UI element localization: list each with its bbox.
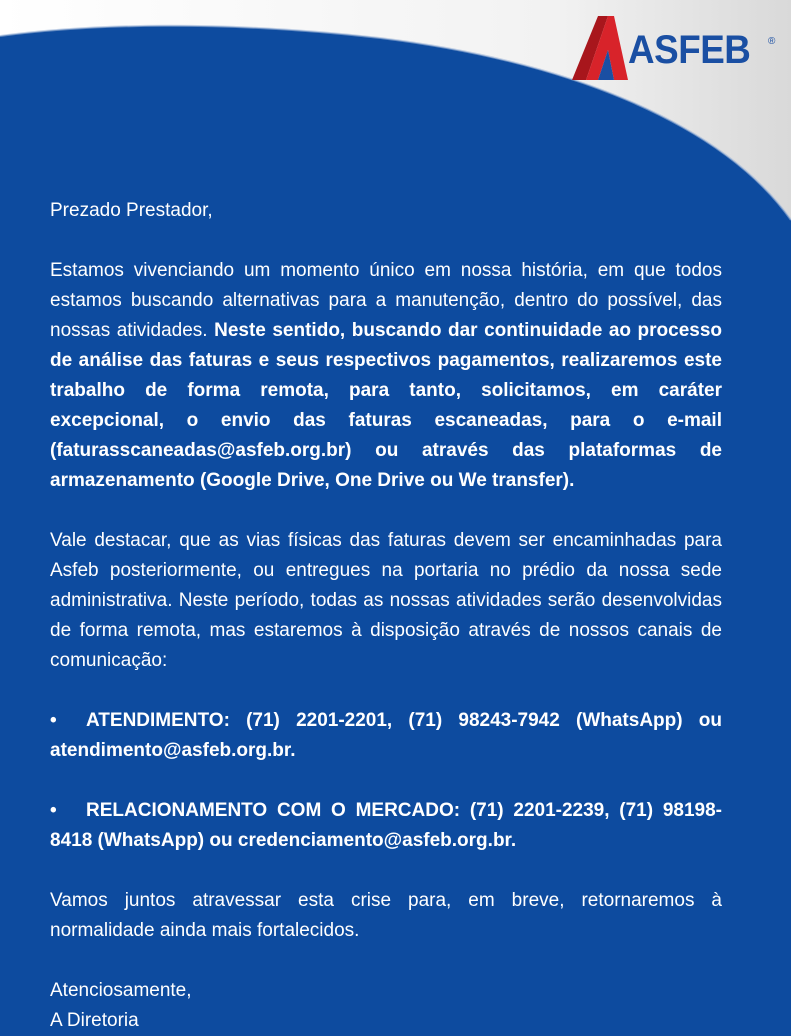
paragraph-intro: [50, 256, 722, 496]
closing: Atenciosamente,: [50, 980, 192, 1001]
bullet-icon: •: [50, 710, 57, 731]
paragraph-intro-text: Estamos vivenciando um momento único em nossa história, em que todos estamos buscando alternativas para a manutenção, dentro do possível, das nossas atividades.: [50, 260, 722, 341]
contact-item-atendimento: [50, 706, 722, 766]
logo-text: ASFEB: [628, 28, 751, 72]
contact-item-relacionamento: [50, 796, 722, 856]
greeting: Prezado Prestador,: [50, 200, 213, 221]
letter-body: [50, 196, 722, 1036]
paragraph-closing-message: Vamos juntos atravessar esta crise para, em breve, retornaremos à normalidade ainda mais fortalecidos.: [50, 890, 722, 941]
contact-atendimento-text: ATENDIMENTO: (71) 2201-2201, (71) 98243-7942 (WhatsApp) ou atendimento@asfeb.org.br.: [50, 710, 722, 761]
paragraph-invoices: Vale destacar, que as vias físicas das faturas devem ser encaminhadas para Asfeb posteriormente, ou entregues na portaria no prédio da nossa sede administrativa. Neste período, todas as nossas atividades serão desenvolvidas de forma remota, mas estaremos à disposição através de nossos canais de comunicação:: [50, 530, 722, 671]
contact-relacionamento-text: RELACIONAMENTO COM O MERCADO: (71) 2201-2239, (71) 98198-8418 (WhatsApp) ou credenciamento@asfeb.org.br.: [50, 800, 722, 851]
registered-mark: ®: [768, 36, 776, 47]
logo-mark-icon: [568, 14, 632, 82]
asfeb-logo: [568, 14, 788, 84]
signature: A Diretoria: [50, 1010, 139, 1031]
bullet-icon: •: [50, 800, 57, 821]
paragraph-intro-bold: Neste sentido, buscando dar continuidade ao processo de análise das faturas e seus respectivos pagamentos, realizaremos este trabalho de forma remota, para tanto, solicitamos, em caráter excepcional, o envio das faturas escaneadas, para o e-mail (faturasscaneadas@asfeb.org.br) ou através das plataformas de armazenamento (Google Drive, One Drive ou We transfer).: [50, 320, 722, 491]
